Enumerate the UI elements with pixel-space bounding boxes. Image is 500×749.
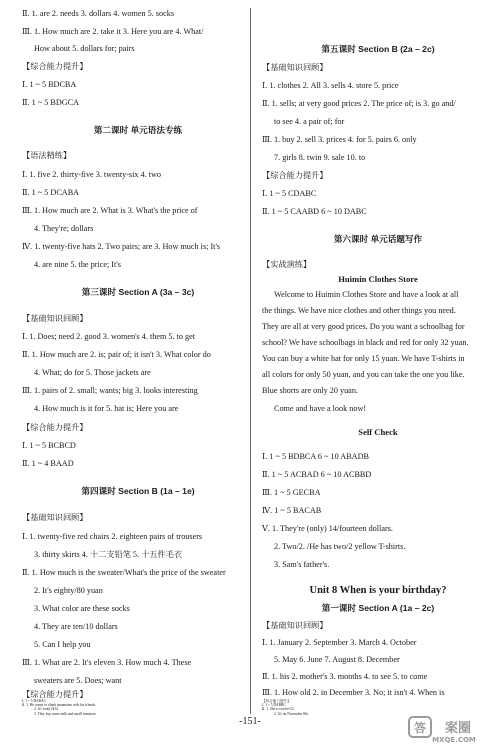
- answer-line: Ⅰ. 1. January 2. September 3. March 4. October: [262, 638, 417, 647]
- answer-line: Ⅱ. 1. sells; at very good prices 2. The price of; is 3. go and/: [262, 99, 456, 108]
- answer-line: 3. thirty skirts 4. 十二支铅笔 5. 十五件毛衣: [34, 550, 183, 559]
- answer-line: Ⅰ. 1. Does; need 2. good 3. women's 4. them 5. to get: [22, 332, 195, 341]
- page-number: -151-: [239, 716, 261, 727]
- section-tag: 【综合能力提升】: [262, 699, 291, 703]
- section-tag: 【综合能力提升】: [22, 422, 88, 432]
- answer-line: 3. They buy some milk and small tomatoes.: [34, 711, 97, 716]
- essay-line: You can buy a white hat for only 15 yuan. We have T-shirts in: [262, 354, 465, 363]
- answer-line: to see 4. a pair of; for: [274, 117, 345, 126]
- answer-line: Ⅱ. 1 ~ 5 ACBAD 6 ~ 10 ACBBD: [262, 470, 372, 479]
- answer-line: How about 5. dollars for; pairs: [34, 44, 135, 53]
- answer-line: Ⅰ. 1 ~ 5 BCBCD: [22, 441, 76, 450]
- answer-line: Ⅲ. 1 ~ 5 GECBA: [262, 488, 321, 497]
- answer-line: 2. It's on November 8th.: [274, 711, 309, 716]
- unit-title: Unit 8 When is your birthday?: [309, 585, 447, 596]
- svg-text:MXQE.COM: MXQE.COM: [432, 736, 476, 744]
- answer-line: 2. Two/2. /He has two/2 yellow T-shirts.: [274, 542, 406, 551]
- section-tag: 【基础知识回顾】: [22, 512, 88, 522]
- answer-line: 5. May 6. June 7. August 8. December: [274, 655, 400, 664]
- essay-line: Welcome to Huimin Clothes Store and have a look at all: [274, 290, 459, 299]
- answer-line: Ⅱ. 1 ~ 5 BDGCA: [22, 98, 80, 107]
- section-tag: 【基础知识回顾】: [262, 62, 328, 72]
- answer-line: Ⅰ. 1 ~ 5 DABAC: [22, 699, 47, 703]
- answer-line: Ⅲ. 1. How old 2. in December 3. No; it isn't 4. When is: [262, 688, 445, 697]
- essay-line: school? We have schoolbags in black and red for only 32 yuan.: [262, 338, 469, 347]
- answer-line: Ⅰ. 1 ~ 5 BDCBA: [22, 80, 77, 89]
- answer-line: Ⅱ. 1 ~ 4 BAAD: [22, 459, 74, 468]
- svg-text:案圈: 案圈: [444, 721, 472, 736]
- section-tag: 【基础知识回顾】: [22, 313, 88, 323]
- answer-line: Ⅳ. 1 ~ 5 BACAB: [262, 506, 322, 515]
- answer-line: sweaters are 5. Does; want: [34, 676, 122, 685]
- answer-line: 2. It's eighty/80 yuan: [34, 586, 103, 595]
- essay-line: Come and have a look now!: [274, 404, 367, 413]
- answer-line: 4. are nine 5. the price; It's: [34, 260, 121, 269]
- answer-line: Ⅲ. 1. What are 2. It's eleven 3. How much 4. These: [22, 658, 192, 667]
- answer-line: Ⅱ. 1. his 2. mother's 3. months 4. to see 5. to come: [262, 672, 428, 681]
- section-tag: 【综合能力提升】: [22, 61, 88, 71]
- watermark-logo: [408, 716, 494, 744]
- answer-line: Ⅱ. 1. How much is the sweater/What's the price of the sweater: [22, 568, 226, 577]
- section-tag: 【综合能力提升】: [22, 689, 88, 699]
- answer-line: 5. Can I help you: [34, 640, 91, 649]
- lesson-heading: 第二课时 单元语法专练: [93, 125, 183, 135]
- lesson-heading: 第三课时 Section A (3a – 3c): [81, 287, 195, 297]
- answer-line: Ⅲ. 1. How much are 2. take it 3. Here you are 4. What/: [22, 27, 204, 36]
- answer-line: 2. It's (only) $12.: [34, 707, 59, 712]
- answer-line: Ⅰ. 1 ~ 5 BDBCA 6 ~ 10 ABADB: [262, 452, 369, 461]
- essay-line: They are all at very good prices. Do you want a schoolbag for: [262, 322, 465, 331]
- answer-line: Ⅳ. 1. twenty-five hats 2. Two pairs; are 3. How much is; It's: [22, 242, 221, 251]
- lesson-heading: 第四课时 Section B (1a – 1e): [81, 486, 195, 496]
- answer-line: 4. They are ten/10 dollars: [34, 622, 118, 631]
- answer-line: Ⅴ. 1. They're (only) 14/fourteen dollars.: [262, 524, 393, 533]
- essay-line: all colors for only 50 yuan, and you can take the one you like.: [262, 370, 465, 379]
- section-tag: 【实战演练】: [262, 259, 312, 269]
- answer-line: 4. What; do for 5. Those jackets are: [34, 368, 151, 377]
- answer-line: Ⅱ. 1. She is twelve/12.: [262, 707, 295, 712]
- lesson-heading: 第六课时 单元话题写作: [333, 234, 423, 244]
- answer-line: Ⅰ. 1. clothes 2. All 3. sells 4. store 5. price: [262, 81, 399, 90]
- answer-line: Ⅱ. 1 ~ 5 DCABA: [22, 188, 80, 197]
- essay-line: the things. We have nice clothes and other things you need.: [262, 306, 456, 315]
- answer-line: Ⅰ. 1. twenty-five red chairs 2. eighteen pairs of trousers: [22, 532, 203, 541]
- answer-line: 4. How much is it for 5. hat is; Here you are: [34, 404, 179, 413]
- answer-line: Ⅱ. 1 ~ 5 CAABD 6 ~ 10 DABC: [262, 207, 367, 216]
- column-divider: [250, 8, 251, 714]
- svg-text:答: 答: [413, 721, 427, 735]
- answer-line: Ⅲ. 1. pairs of 2. small; wants; big 3. looks interesting: [22, 386, 198, 395]
- lesson-heading: 第一课时 Section A (1a – 2c): [321, 603, 435, 613]
- answer-line: 3. What color are these socks: [34, 604, 130, 613]
- watermark-icon: [408, 716, 494, 744]
- section-tag: 【综合能力提升】: [262, 170, 328, 180]
- answer-line: Ⅱ. 1. He wants to climb mountains with his friends.: [22, 703, 97, 708]
- answer-line: 3. Sam's father's.: [274, 560, 330, 569]
- answer-line: Ⅰ. 1 ~ 5 DABBC: [262, 703, 286, 708]
- answer-line: 4. They're; dollars: [34, 224, 94, 233]
- answer-line: Ⅰ. 1 ~ 5 CDABC: [262, 189, 317, 198]
- essay-title: Huimin Clothes Store: [338, 274, 418, 284]
- answer-line: Ⅱ. 1. are 2. needs 3. dollars 4. women 5. socks: [22, 9, 175, 18]
- answer-line: Ⅱ. 1. How much are 2. is; pair of; it isn't 3. What color do: [22, 350, 211, 359]
- essay-line: Blue shorts are only 20 yuan.: [262, 386, 358, 395]
- answer-line: Ⅲ. 1. buy 2. sell 3. prices 4. for 5. pairs 6. only: [262, 135, 417, 144]
- self-check-title: Self Check: [358, 427, 398, 437]
- section-tag: 【语法精练】: [22, 150, 72, 160]
- answer-line: Ⅰ. 1. five 2. thirty-five 3. twenty-six 4. two: [22, 170, 161, 179]
- answer-line: Ⅲ. 1. How much are 2. What is 3. What's the price of: [22, 206, 198, 215]
- lesson-heading: 第五课时 Section B (2a – 2c): [321, 44, 435, 54]
- answer-line: 7. girls 8. twin 9. sale 10. to: [274, 153, 366, 162]
- section-tag: 【基础知识回顾】: [262, 620, 328, 630]
